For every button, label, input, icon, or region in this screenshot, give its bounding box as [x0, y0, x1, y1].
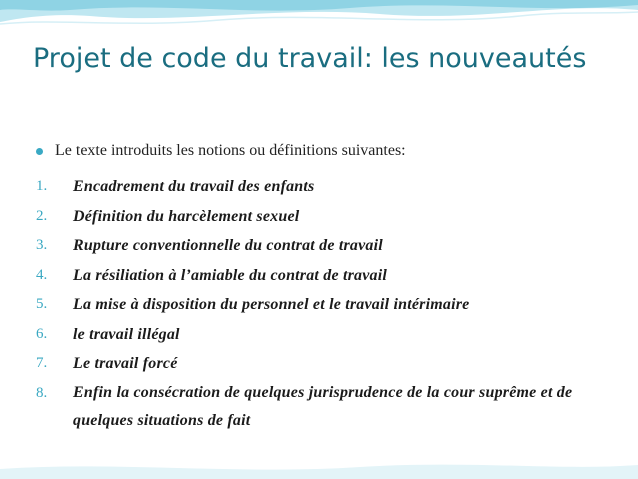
list-item: [36, 290, 606, 320]
bullet-icon: [36, 148, 43, 155]
item-number: 5.: [36, 296, 48, 312]
item-number: 7.: [36, 355, 48, 371]
list-item: [36, 261, 606, 291]
list-item: [36, 320, 606, 350]
item-text: Rupture conventionnelle du contrat de travail: [73, 237, 383, 254]
item-number: 6.: [36, 325, 48, 342]
definitions-list: [36, 172, 606, 435]
item-number: 3.: [36, 237, 48, 253]
item-text: Encadrement du travail des enfants: [73, 178, 315, 195]
list-item: [36, 172, 606, 202]
item-text: Définition du harcèlement sexuel: [73, 207, 300, 225]
slide-title: Projet de code du travail: les nouveautés: [33, 43, 587, 74]
item-number: 4.: [36, 266, 48, 283]
header-wave-decoration: [0, 0, 638, 36]
item-number: 2.: [36, 207, 48, 224]
footer-wave-decoration: [0, 457, 638, 479]
item-number: 1.: [36, 178, 48, 194]
list-item: [36, 231, 606, 261]
item-text: Enfin la consécration de quelques jurisprudence de la cour suprême et de quelques situations de fait: [73, 383, 573, 429]
list-item: [36, 202, 606, 232]
item-text: le travail illégal: [73, 325, 180, 343]
intro-text: Le texte introduits les notions ou définitions suivantes:: [55, 142, 406, 159]
intro-line: [36, 142, 406, 160]
item-text: Le travail forcé: [73, 355, 178, 372]
item-text: La résiliation à l’amiable du contrat de travail: [73, 266, 388, 284]
list-item: [36, 379, 606, 435]
item-text: La mise à disposition du personnel et le travail intérimaire: [73, 296, 470, 313]
list-item: [36, 349, 606, 379]
item-number: 8.: [36, 384, 48, 401]
